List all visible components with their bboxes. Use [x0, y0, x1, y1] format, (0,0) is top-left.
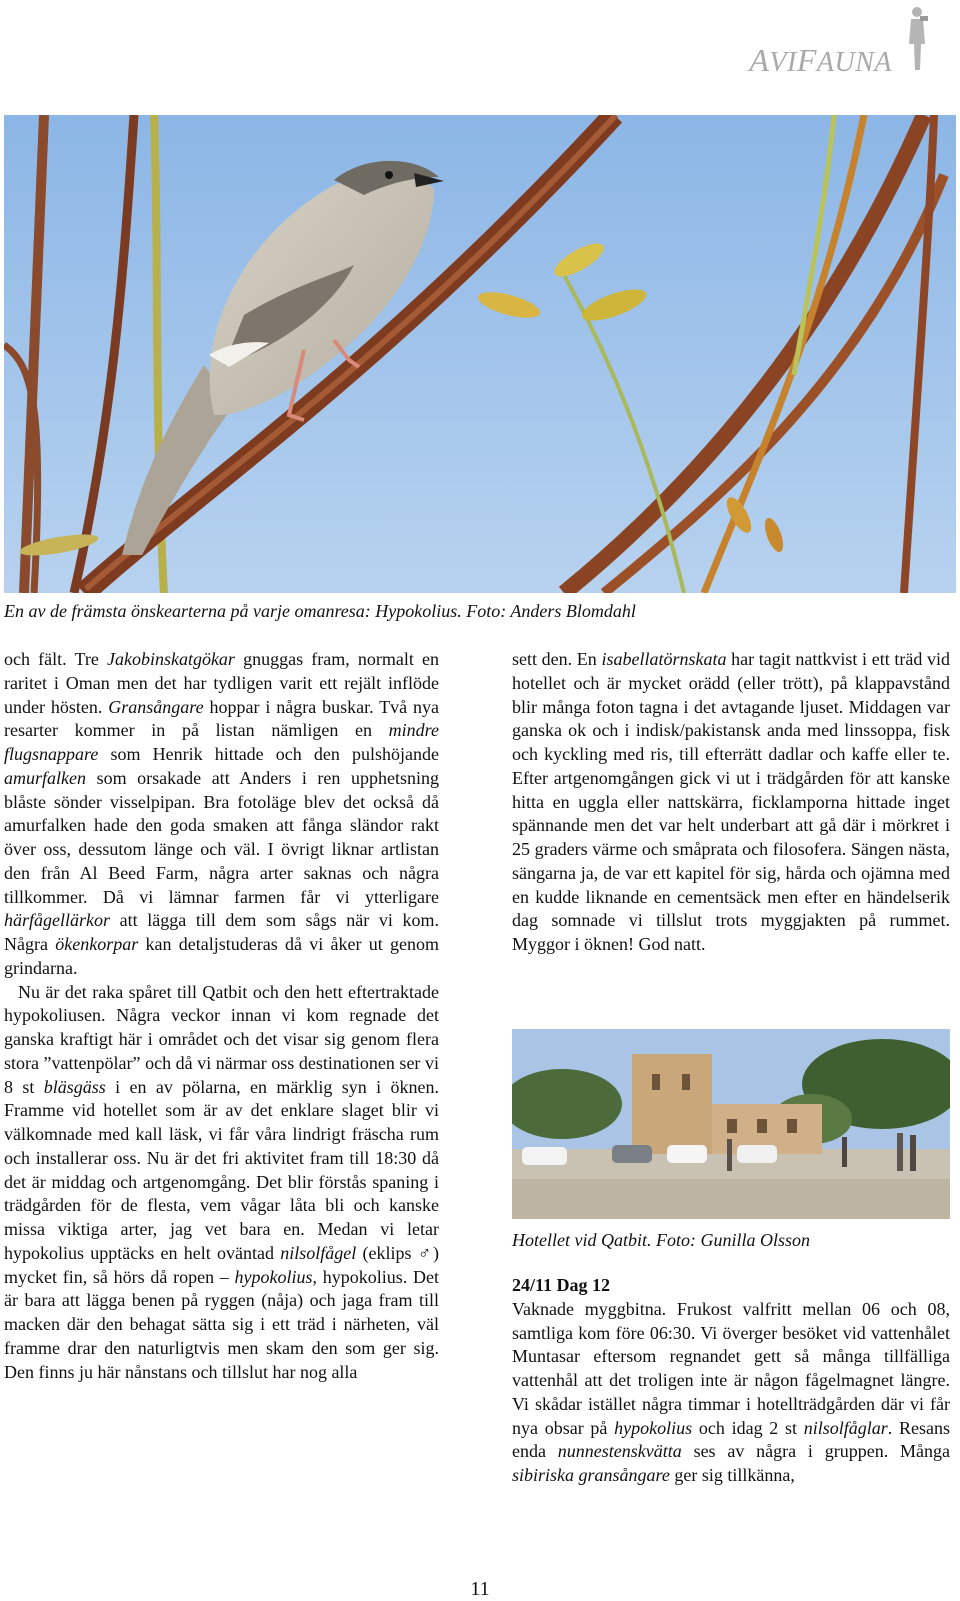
- right-text-column-bottom: [512, 1274, 950, 1488]
- page-number: 11: [470, 1578, 490, 1600]
- hotel-photo-illustration: [512, 1029, 950, 1219]
- left-text-column: [4, 648, 439, 1384]
- bird-photo-illustration: [4, 115, 956, 593]
- avifauna-logo: [740, 0, 940, 80]
- logo-text: AVIFAUNA: [749, 42, 892, 78]
- right-text-column-top: [512, 648, 950, 957]
- paragraph: Nu är det raka spåret till Qatbit och den hett eftertraktade hypokoliusen. Några veckor innan vi kom regnade det ganska kraftigt här i området och det visar sig genom flera stora ”vattenpölar” och då vi närmar oss destinationen ser vi 8 st bläsgäss i en av pölarna, en märklig syn i öknen. Framme vid hotellet som är av det enklare slaget blir vi välkomnade med kall läsk, vi får våra lindrigt fräscha rum och installerar oss. Nu är det fri aktivitet fram till 18:30 då det är middag och artgenomgång. Det blir förstås spaning i trädgården för de flesta, vem vågar låta bli och kanske missa viktiga arter, jag vet bara en. Medan vi letar hypokolius upptäcks en helt oväntad nilsolfågel (eklips ♂) mycket fin, så hörs då ropen – hypokolius, hypokolius. Det är bara att lägga benen på ryggen (nåja) och jaga fram till macken där den behagat sätta sig i ett träd i närheten, väl framme drar den naturligtvis men skam den som ger sig. Den finns ju här nånstans och tillslut har nog alla: [4, 981, 440, 1382]
- section-heading: 24/11 Dag 12: [512, 1275, 611, 1295]
- hotel-photo: [512, 1029, 950, 1219]
- birdwatcher-figure-icon: [904, 4, 930, 72]
- paragraph: Vaknade myggbitna. Frukost valfritt mellan 06 och 08, samtliga kom före 06:30. Vi överger besöket vid vattenhålet Muntasar eftersom regnandet gett så många tillfälliga vattenhål att det troligen inte är någon fågelmagnet längre. Vi skådar istället några timmar i hotellträdgården där vi får nya obsar på hypokolius och idag 2 st nilsolfåglar. Resans enda nunnestenskvätta ses av några i gruppen. Många sibiriska gransångare ger sig tillkänna,: [512, 1298, 950, 1485]
- photo-caption: En av de främsta önskearterna på varje omanresa: Hypokolius. Foto: Anders Blomdahl: [4, 601, 636, 621]
- paragraph: och fält. Tre Jakobinskatgökar gnuggas fram, normalt en raritet i Oman men det har tydligen varit ett rejält inflöde under hösten. Gransångare hoppar i några buskar. Två nya resarter kommer in på listan nämligen en mindre flugsnappare som Henrik hittade och den pulshöjande amurfalken som orsakade att Anders i ren upphetsning blåste sönder visselpipan. Bra fotoläge blev det också då amurfalken hade den goda smaken att fånga sländor rakt över oss, dessutom länge och väl. I övrigt liknar artlistan den från Al Beed Farm, några arter saknas och några tillkommer. Då vi lämnar farmen får vi ytterligare härfågellärkor att lägga till dem som sågs när vi kom. Några ökenkorpar kan detaljstuderas då vi åker ut genom grindarna.: [4, 649, 440, 978]
- photo-caption: Hotellet vid Qatbit. Foto: Gunilla Olsson: [512, 1230, 810, 1250]
- hypocolius-photo: [4, 115, 956, 593]
- paragraph: sett den. En isabellatörnskata har tagit nattkvist i ett träd vid hotellet och är mycket orädd (eller trött), på klappavstånd blir många foton tagna i det avtagande ljuset. Middagen var ganska ok och i indisk/pakistansk anda med linssoppa, fisk och kyckling med ris, till efterrätt dadlar och kaffe eller te. Efter artgenomgången gick vi ut i trädgården för att kanske hitta en uggla eller nattskärra, ficklamporna hittade inget spännande men det var helt underbart att gå där i mörkret i 25 graders värme och småprata och filosofera. Sängen nästa, sängarna ja, de var ett kapitel för sig, hårda och ojämna med en kudde liknande en cementsäck men efter en händelserik dag somnade vi tillslut trots myggjakten på rummet. Myggor i öknen! God natt.: [512, 649, 950, 954]
